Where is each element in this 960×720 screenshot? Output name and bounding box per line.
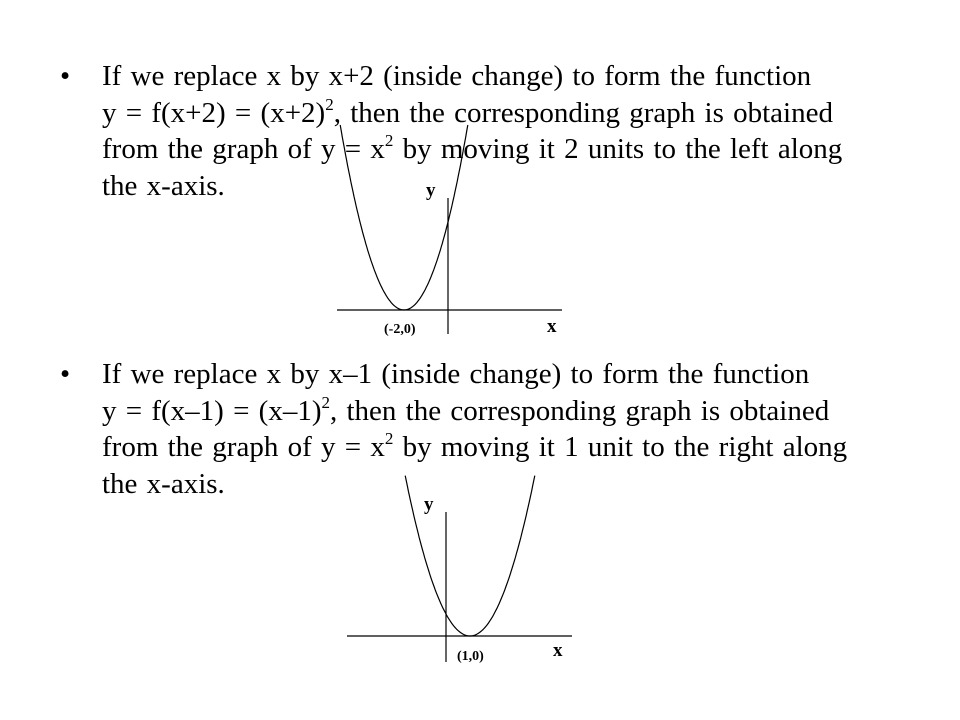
bullet-text (102, 356, 940, 502)
graph-canvas (340, 486, 580, 666)
bullet-line (102, 393, 940, 430)
y-axis-label: y (426, 180, 436, 201)
exponent: 2 (325, 94, 334, 114)
y-axis-label: y (424, 494, 434, 515)
vertex-label: (-2,0) (384, 322, 416, 337)
equation-text: y = f(x+2) = (x+2) (102, 96, 326, 129)
exponent: 2 (384, 131, 394, 150)
bullet-line (102, 95, 940, 132)
bullet-marker: • (60, 358, 71, 390)
bullet-text-fragment: from the graph of y = x (102, 133, 385, 165)
bullet-line: If we replace x by x+2 (inside change) to form the function (102, 60, 812, 92)
bullet-text-fragment: by moving it 1 unit to the right along (393, 431, 848, 463)
bullet-text-fragment: , then the corresponding graph is obtained (333, 96, 833, 129)
bullet-line: the x-axis. (102, 467, 225, 500)
x-axis-label: x (553, 640, 563, 661)
x-axis-label: x (547, 316, 557, 337)
graph-shift-right (340, 486, 580, 666)
bullet-text-fragment: from the graph of y = x (102, 431, 385, 463)
bullet-line (102, 131, 940, 168)
bullet-text-fragment: , then the corresponding graph is obtained (330, 394, 830, 427)
bullet-line: the x-axis. (102, 169, 225, 202)
exponent: 2 (321, 392, 330, 412)
equation-text: y = f(x–1) = (x–1) (102, 394, 322, 427)
exponent: 2 (384, 429, 394, 448)
bullet-marker: • (60, 60, 71, 92)
bullet-line (102, 429, 940, 466)
vertex-label: (1,0) (457, 649, 484, 664)
bullet-line: If we replace x by x–1 (inside change) to form the function (102, 358, 810, 390)
graph-canvas (330, 170, 570, 346)
graph-shift-left (330, 170, 570, 346)
bullet-text-fragment: by moving it 2 units to the left along (393, 133, 843, 165)
bullet-shift-right (60, 356, 940, 502)
